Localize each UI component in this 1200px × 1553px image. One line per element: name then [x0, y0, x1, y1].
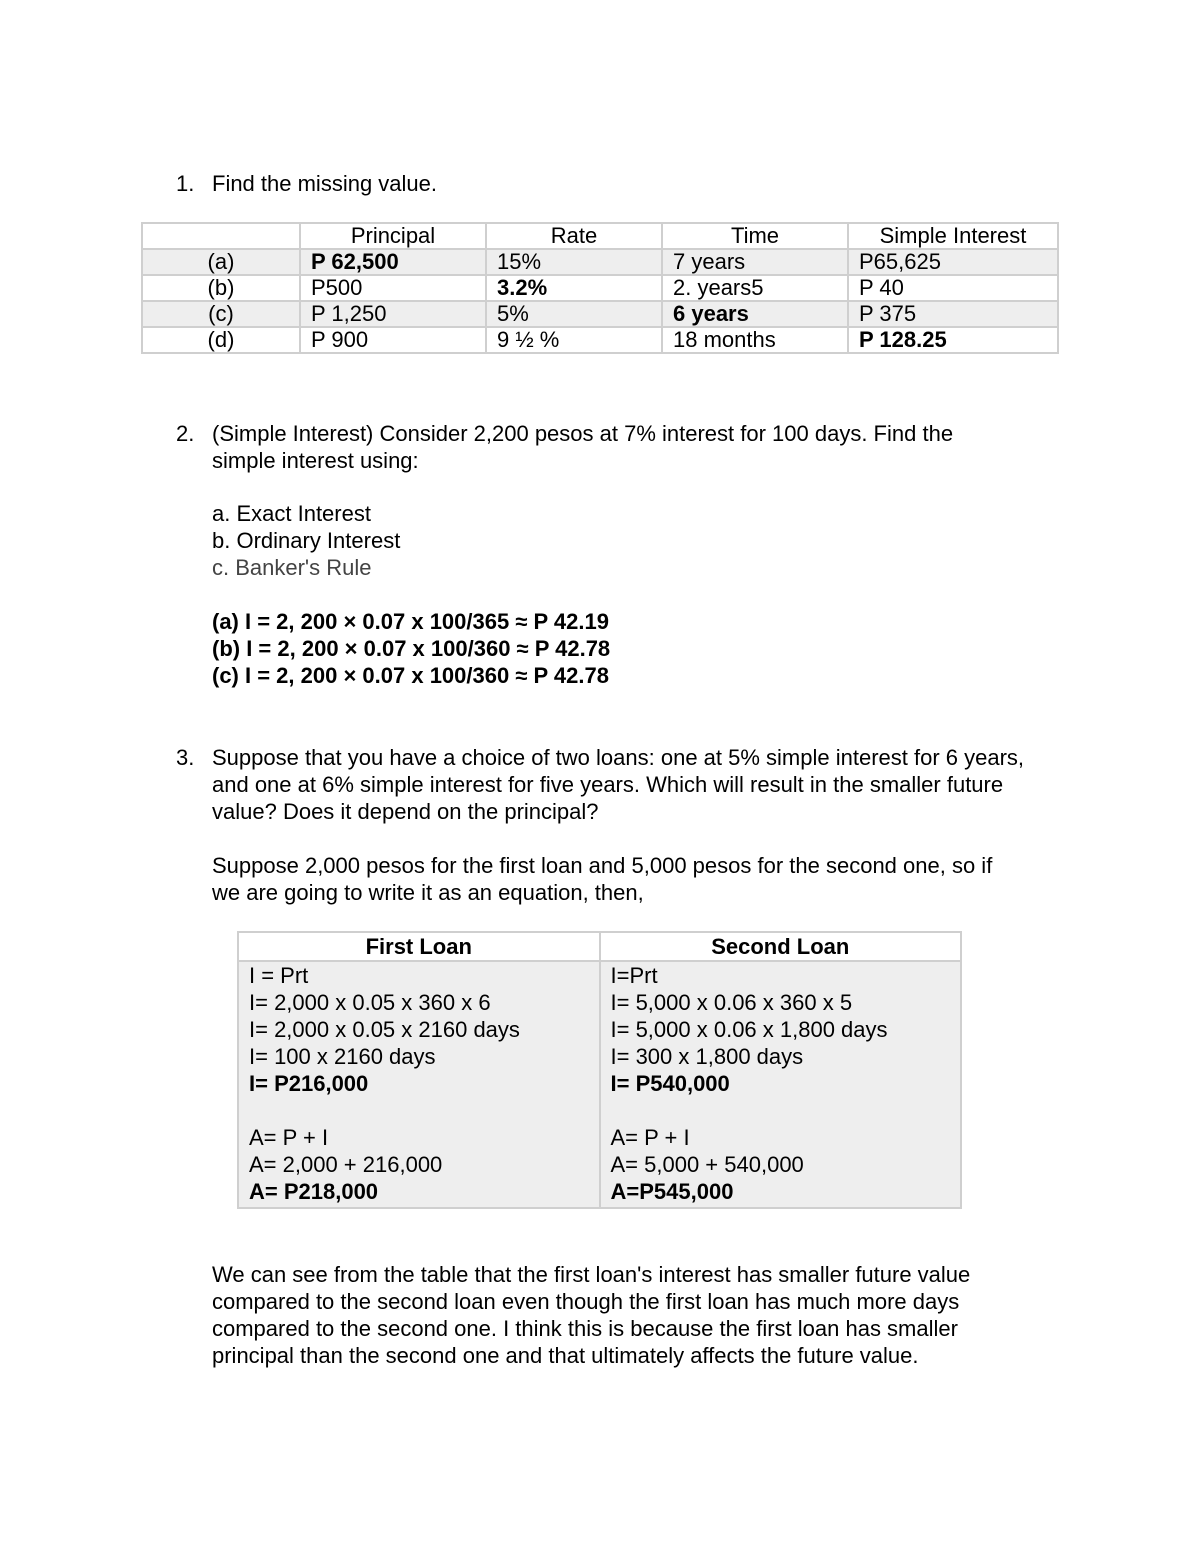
header-simple-interest: Simple Interest: [848, 223, 1058, 249]
row-label: (d): [142, 327, 300, 353]
q3-prompt-line: Suppose that you have a choice of two loans: one at 5% simple interest for 6 years,: [212, 745, 1025, 770]
option-exact-interest: a. Exact Interest: [212, 501, 371, 526]
rate-cell: 5%: [486, 301, 662, 327]
conclusion-line: compared to the second one. I think this is because the first loan has smaller: [212, 1316, 958, 1341]
q3-prompt: [212, 744, 1024, 825]
table-row: [142, 327, 1058, 353]
interest-cell: P 375: [848, 301, 1058, 327]
second-loan-work: [600, 961, 962, 1208]
conclusion-line: compared to the second loan even though the first loan has much more days: [212, 1289, 960, 1314]
row-label: (c): [142, 301, 300, 327]
interest-cell: P 128.25: [848, 327, 1058, 353]
q3-prompt-line: value? Does it depend on the principal?: [212, 799, 599, 824]
blank-line: [611, 1097, 951, 1124]
q1-prompt: Find the missing value.: [212, 171, 437, 196]
header-blank: [142, 223, 300, 249]
principal-cell: P 900: [300, 327, 486, 353]
equation-line: I= 2,000 x 0.05 x 360 x 6: [249, 990, 491, 1015]
missing-value-table: [141, 222, 1059, 354]
loan-comparison-table: [237, 931, 962, 1209]
equation-line: I= 100 x 2160 days: [249, 1044, 436, 1069]
equation-line: I = Prt: [249, 963, 309, 988]
rate-cell: 9 ½ %: [486, 327, 662, 353]
equation-line: I=Prt: [610, 963, 658, 988]
table-header-row: [142, 223, 1058, 249]
equation-line: A= 2,000 + 216,000: [249, 1152, 443, 1177]
q2-prompt-line: (Simple Interest) Consider 2,200 pesos at 7% interest for 100 days. Find the: [212, 421, 954, 446]
answer-c: (c) I = 2, 200 × 0.07 x 100/360 ≈ P 42.78: [212, 663, 609, 688]
q1-number: 1.: [176, 171, 195, 196]
conclusion-line: We can see from the table that the first loan's interest has smaller future value: [212, 1262, 971, 1287]
q3-setup-line: we are going to write it as an equation, then,: [212, 880, 644, 905]
equation-line: I= 2,000 x 0.05 x 2160 days: [249, 1017, 520, 1042]
principal-cell: P500: [300, 275, 486, 301]
header-rate: Rate: [486, 223, 662, 249]
q2-answers: [212, 608, 610, 689]
equation-line: A= P + I: [610, 1125, 690, 1150]
row-label: (a): [142, 249, 300, 275]
principal-cell: P 1,250: [300, 301, 486, 327]
table-row: [142, 249, 1058, 275]
q3-setup: [212, 852, 992, 906]
header-time: Time: [662, 223, 848, 249]
blank-line: [249, 1097, 589, 1124]
first-loan-work: [238, 961, 600, 1208]
amount-result: A=P545,000: [610, 1179, 734, 1204]
equation-line: I= 5,000 x 0.06 x 360 x 5: [610, 990, 853, 1015]
header-first-loan: First Loan: [238, 932, 600, 961]
conclusion-line: principal than the second one and that ultimately affects the future value.: [212, 1343, 919, 1368]
option-ordinary-interest: b. Ordinary Interest: [212, 528, 401, 553]
header-principal: Principal: [300, 223, 486, 249]
equation-line: I= 300 x 1,800 days: [610, 1044, 804, 1069]
equation-line: A= 5,000 + 540,000: [610, 1152, 804, 1177]
equation-line: A= P + I: [249, 1125, 329, 1150]
interest-cell: P 40: [848, 275, 1058, 301]
q3-prompt-line: and one at 6% simple interest for five years. Which will result in the smaller future: [212, 772, 1004, 797]
answer-a: (a) I = 2, 200 × 0.07 x 100/365 ≈ P 42.19: [212, 609, 609, 634]
time-cell: 7 years: [662, 249, 848, 275]
q2-prompt: [212, 420, 953, 474]
table-row: [142, 301, 1058, 327]
q2-options: [212, 500, 400, 581]
q3-setup-line: Suppose 2,000 pesos for the first loan and 5,000 pesos for the second one, so if: [212, 853, 993, 878]
principal-cell: P 62,500: [300, 249, 486, 275]
time-cell: 2. years5: [662, 275, 848, 301]
equation-line: I= 5,000 x 0.06 x 1,800 days: [610, 1017, 888, 1042]
interest-cell: P65,625: [848, 249, 1058, 275]
interest-result: I= P216,000: [249, 1071, 369, 1096]
q2-prompt-line: simple interest using:: [212, 448, 419, 473]
rate-cell: 15%: [486, 249, 662, 275]
q2-number: 2.: [176, 421, 195, 446]
amount-result: A= P218,000: [249, 1179, 379, 1204]
interest-result: I= P540,000: [610, 1071, 730, 1096]
rate-cell: 3.2%: [486, 275, 662, 301]
answer-b: (b) I = 2, 200 × 0.07 x 100/360 ≈ P 42.78: [212, 636, 611, 661]
table-row: [238, 961, 961, 1208]
option-bankers-rule: c. Banker's Rule: [212, 555, 372, 580]
table-header-row: [238, 932, 961, 961]
time-cell: 18 months: [662, 327, 848, 353]
time-cell: 6 years: [662, 301, 848, 327]
row-label: (b): [142, 275, 300, 301]
table-row: [142, 275, 1058, 301]
q3-conclusion: [212, 1261, 1059, 1369]
q3-number: 3.: [176, 745, 195, 770]
header-second-loan: Second Loan: [600, 932, 962, 961]
